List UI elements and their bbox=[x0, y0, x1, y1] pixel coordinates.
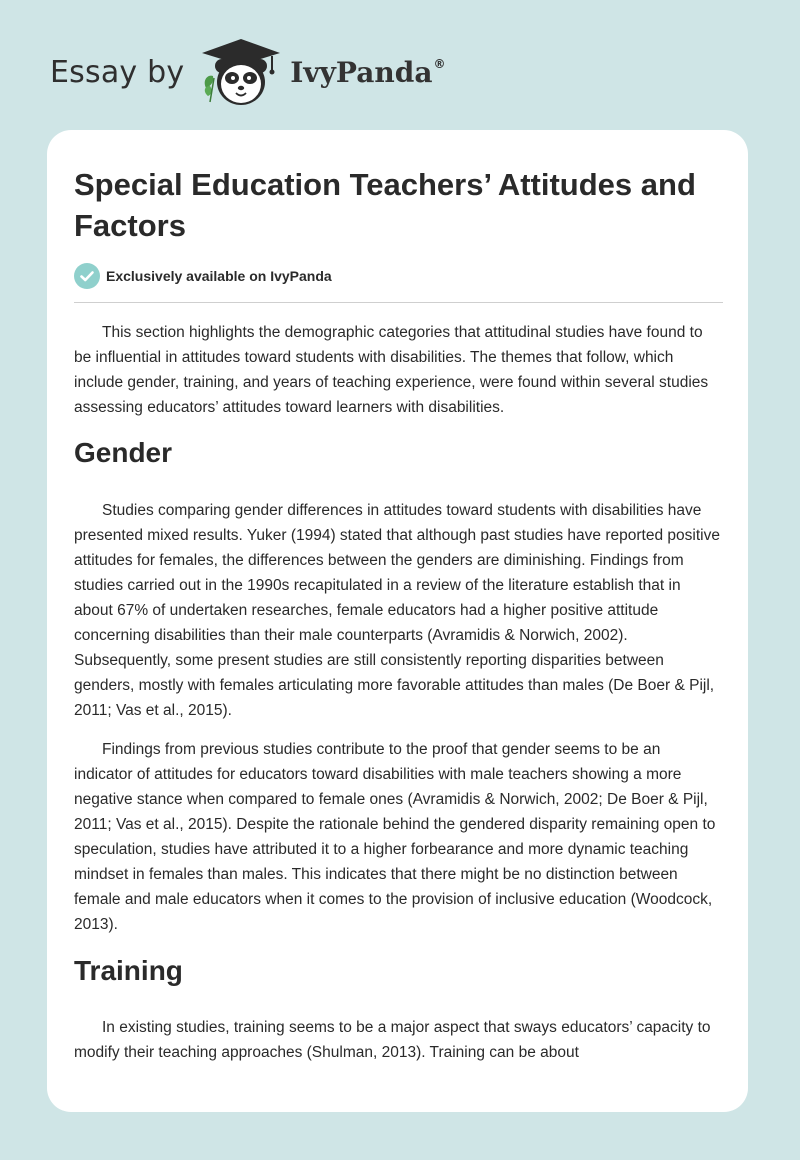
training-paragraph-1: In existing studies, training seems to be a major aspect that sways educators’ capacity to modify their teaching approaches (Shulman, 2013). Training can be about bbox=[74, 1019, 711, 1061]
gender-paragraph-1: Studies comparing gender differences in attitudes toward students with disabilities have presented mixed results. Yuker (1994) stated that although past studies have reported positive attitudes for females, the differences between the genders are diminishing. Findings from studies carried out in the 1990s recapitulated in a review of the literature establish that in about 67% of undertaken researches, female educators had a higher positive attitude concerning disabilities than their male counterparts (Avramidis & Norwich, 2002). Subsequently, some present studies are still consistently reporting disparities between genders, mostly with females articulating more favorable attitudes than males (De Boer & Pijl, 2011; Vas et al., 2015). bbox=[74, 502, 720, 719]
article-body bbox=[74, 320, 723, 1065]
section-heading-training: Training bbox=[74, 955, 183, 986]
gender-paragraph-2: Findings from previous studies contribute to the proof that gender seems to be an indicator of attitudes for educators toward disabilities with male teachers showing a more negative stance when compared to female ones (Avramidis & Norwich, 2002; De Boer & Pijl, 2011; Vas et al., 2015). Despite the rationale behind the gendered disparity remaining open to speculation, studies have attributed it to a higher forbearance and more dynamic teaching mindset in females than males. This indicates that there might be no distinction between female and male educators when it comes to the provision of inclusive education (Woodcock, 2013). bbox=[74, 741, 716, 933]
checkmark-icon bbox=[74, 263, 100, 289]
brand-header[interactable] bbox=[50, 36, 445, 108]
registered-mark: ® bbox=[433, 56, 446, 71]
exclusive-badge-text: Exclusively available on IvyPanda bbox=[106, 268, 332, 284]
article-card bbox=[47, 130, 748, 1112]
brand-prefix: Essay by bbox=[50, 54, 185, 90]
panda-logo-icon bbox=[200, 36, 290, 108]
exclusive-badge bbox=[74, 263, 332, 289]
title-divider bbox=[74, 302, 723, 303]
section-heading-gender: Gender bbox=[74, 437, 173, 468]
intro-paragraph: This section highlights the demographic categories that attitudinal studies have found to be influential in attitudes toward students with disabilities. The themes that follow, which include gender, training, and years of teaching experience, were found within several studies assessing educators’ attitudes toward learners with disabilities. bbox=[74, 324, 709, 416]
article-title: Special Education Teachers’ Attitudes and Factors bbox=[74, 167, 696, 243]
brand-name: IvyPanda® bbox=[290, 55, 446, 89]
